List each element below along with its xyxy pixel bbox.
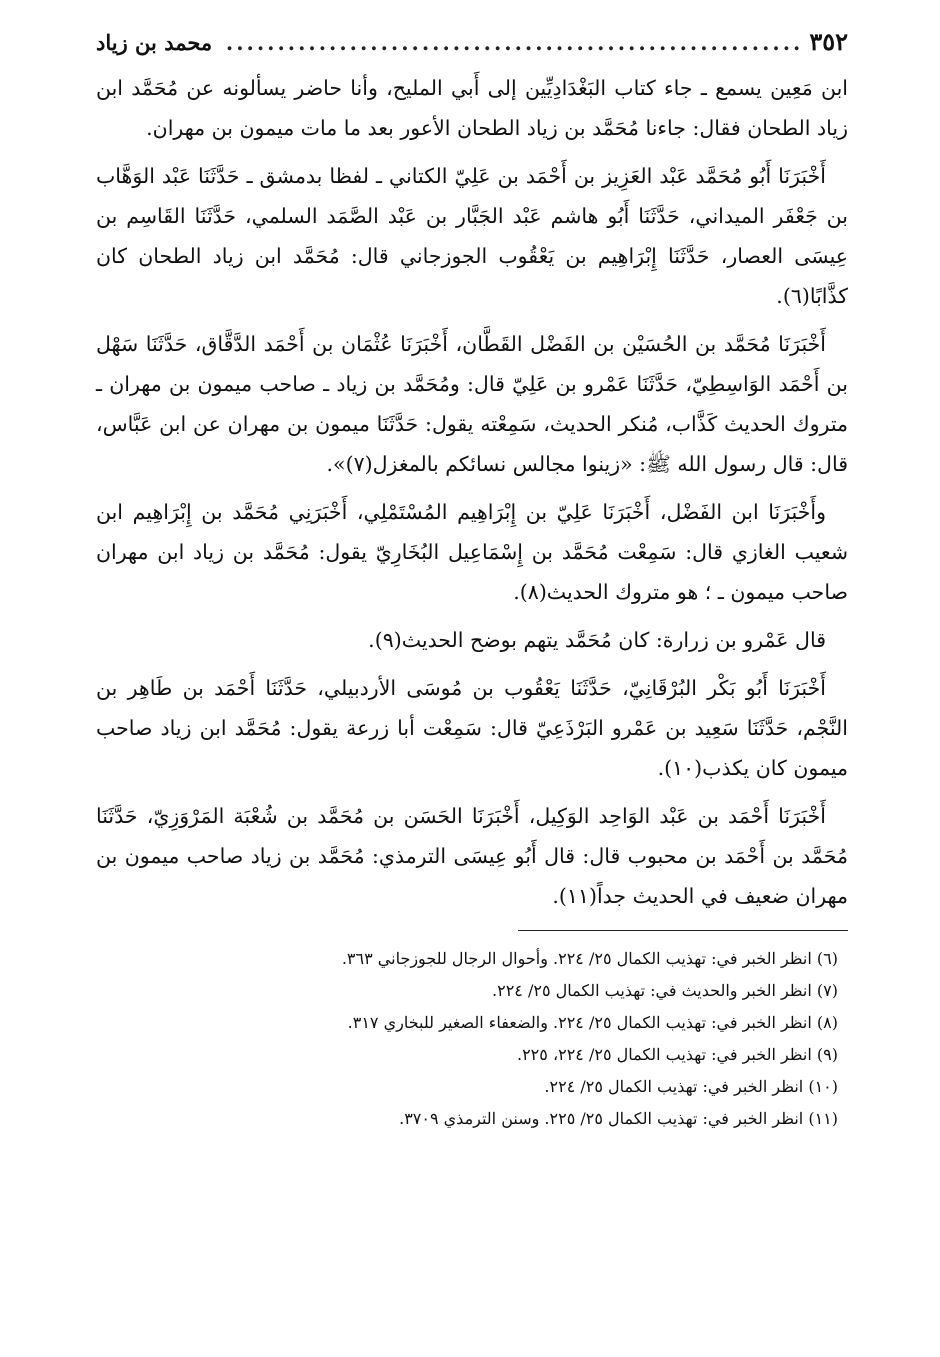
footnote-separator: [518, 930, 848, 931]
footnote: (٩) انظر الخبر في: تهذيب الكمال ٢٥/ ٢٢٤، ٢٢٥.: [516, 1045, 838, 1064]
running-header: [96, 22, 848, 62]
page-number: ٣٥٢: [809, 27, 848, 56]
footnote: (٨) انظر الخبر في: تهذيب الكمال ٢٥/ ٢٢٤. والضعفاء الصغير للبخاري ٣١٧.: [347, 1013, 838, 1032]
header-leader-dots: ........................................................: [225, 30, 804, 55]
paragraph: ابن مَعِين يسمع ـ جاء كتاب البَغْدَادِيِّين إلى أَبي المليح، وأنا حاضر يسألونه عن مُحَمَّد ابن زياد الطحان فقال: جاءنا مُحَمَّد بن زياد الطحان الأعور بعد ما مات ميمون بن مهران.: [96, 76, 848, 140]
paragraph: أَخْبَرَنَا أَبُو مُحَمَّد عَبْد العَزِيز بن أَحْمَد بن عَلِيّ الكتاني ـ لفظا بدمشق ـ حَدَّثَنَا عَبْد الوَهَّاب بن جَعْفَر الميداني، حَدَّثَنَا أَبُو هاشم عَبْد الجَبَّار بن عَبْد الصَّمَد السلمي، حَدَّثَنَا القَاسِم بن عِيسَى العصار، حَدَّثَنَا إِبْرَاهِيم بن يَعْقُوب الجوزجاني قال: مُحَمَّد ابن زياد الطحان كان كذَّابًا(٦).: [96, 164, 848, 308]
paragraph: وأَخْبَرَنَا ابن الفَضْل، أَخْبَرَنَا عَلِيّ بن إِبْرَاهِيم المُسْتَمْلِي، أَخْبَرَنِي مُحَمَّد بن إِبْرَاهِيم ابن شعيب الغازي قال: سَمِعْت مُحَمَّد بن إِسْمَاعِيل البُخَارِيّ يقول: مُحَمَّد بن زياد ابن مهران صاحب ميمون ـ ؛ هو متروك الحديث(٨).: [96, 500, 848, 604]
running-title: محمد بن زياد: [96, 30, 213, 55]
footnotes: [96, 943, 848, 1135]
paragraph: أَخْبَرَنَا مُحَمَّد بن الحُسَيْن بن الفَضْل القَطَّان، أَخْبَرَنَا عُثْمَان بن أَحْمَد الدَّقَّاق، حَدَّثَنَا سَهْل بن أَحْمَد الوَاسِطِيّ، حَدَّثَنَا عَمْرو بن عَلِيّ قال: ومُحَمَّد بن زياد ـ صاحب ميمون بن مهران ـ متروك الحديث كَذَّاب، مُنكر الحديث، سَمِعْته يقول: حَدَّثَنَا ميمون بن مهران عن ابن عَبَّاس، قال: قال رسول الله ﷺ: «زينوا مجالس نسائكم بالمغزل(٧)».: [96, 332, 848, 476]
footnote: (٦) انظر الخبر في: تهذيب الكمال ٢٥/ ٢٢٤. وأحوال الرجال للجوزجاني ٣٦٣.: [341, 949, 838, 968]
paragraph: أَخْبَرَنَا أَحْمَد بن عَبْد الوَاحِد الوَكِيل، أَخْبَرَنَا الحَسَن بن مُحَمَّد بن شُعْبَة المَرْوَزِيّ، حَدَّثَنَا مُحَمَّد بن أَحْمَد بن محبوب قال: قال أَبُو عِيسَى الترمذي: مُحَمَّد بن زياد صاحب ميمون بن مهران ضعيف في الحديث جداً(١١).: [96, 804, 848, 908]
footnote: (١١) انظر الخبر في: تهذيب الكمال ٢٥/ ٢٢٥. وسنن الترمذي ٣٧٠٩.: [399, 1109, 838, 1128]
footnote: (١٠) انظر الخبر في: تهذيب الكمال ٢٥/ ٢٢٤.: [544, 1077, 838, 1096]
paragraph: قال عَمْرو بن زرارة: كان مُحَمَّد يتهم بوضح الحديث(٩).: [368, 628, 826, 652]
paragraph: أَخْبَرَنَا أَبُو بَكْر البُرْقَانِيّ، حَدَّثَنَا يَعْقُوب بن مُوسَى الأردبيلي، حَدَّثَنَا أَحْمَد بن طَاهِر بن النَّجْم، حَدَّثَنَا سَعِيد بن عَمْرو البَرْذَعِيّ قال: سَمِعْت أبا زرعة يقول: مُحَمَّد ابن زياد صاحب ميمون كان يكذب(١٠).: [96, 676, 848, 780]
main-text: [96, 68, 848, 916]
footnote: (٧) انظر الخبر والحديث في: تهذيب الكمال ٢٥/ ٢٢٤.: [492, 981, 838, 1000]
